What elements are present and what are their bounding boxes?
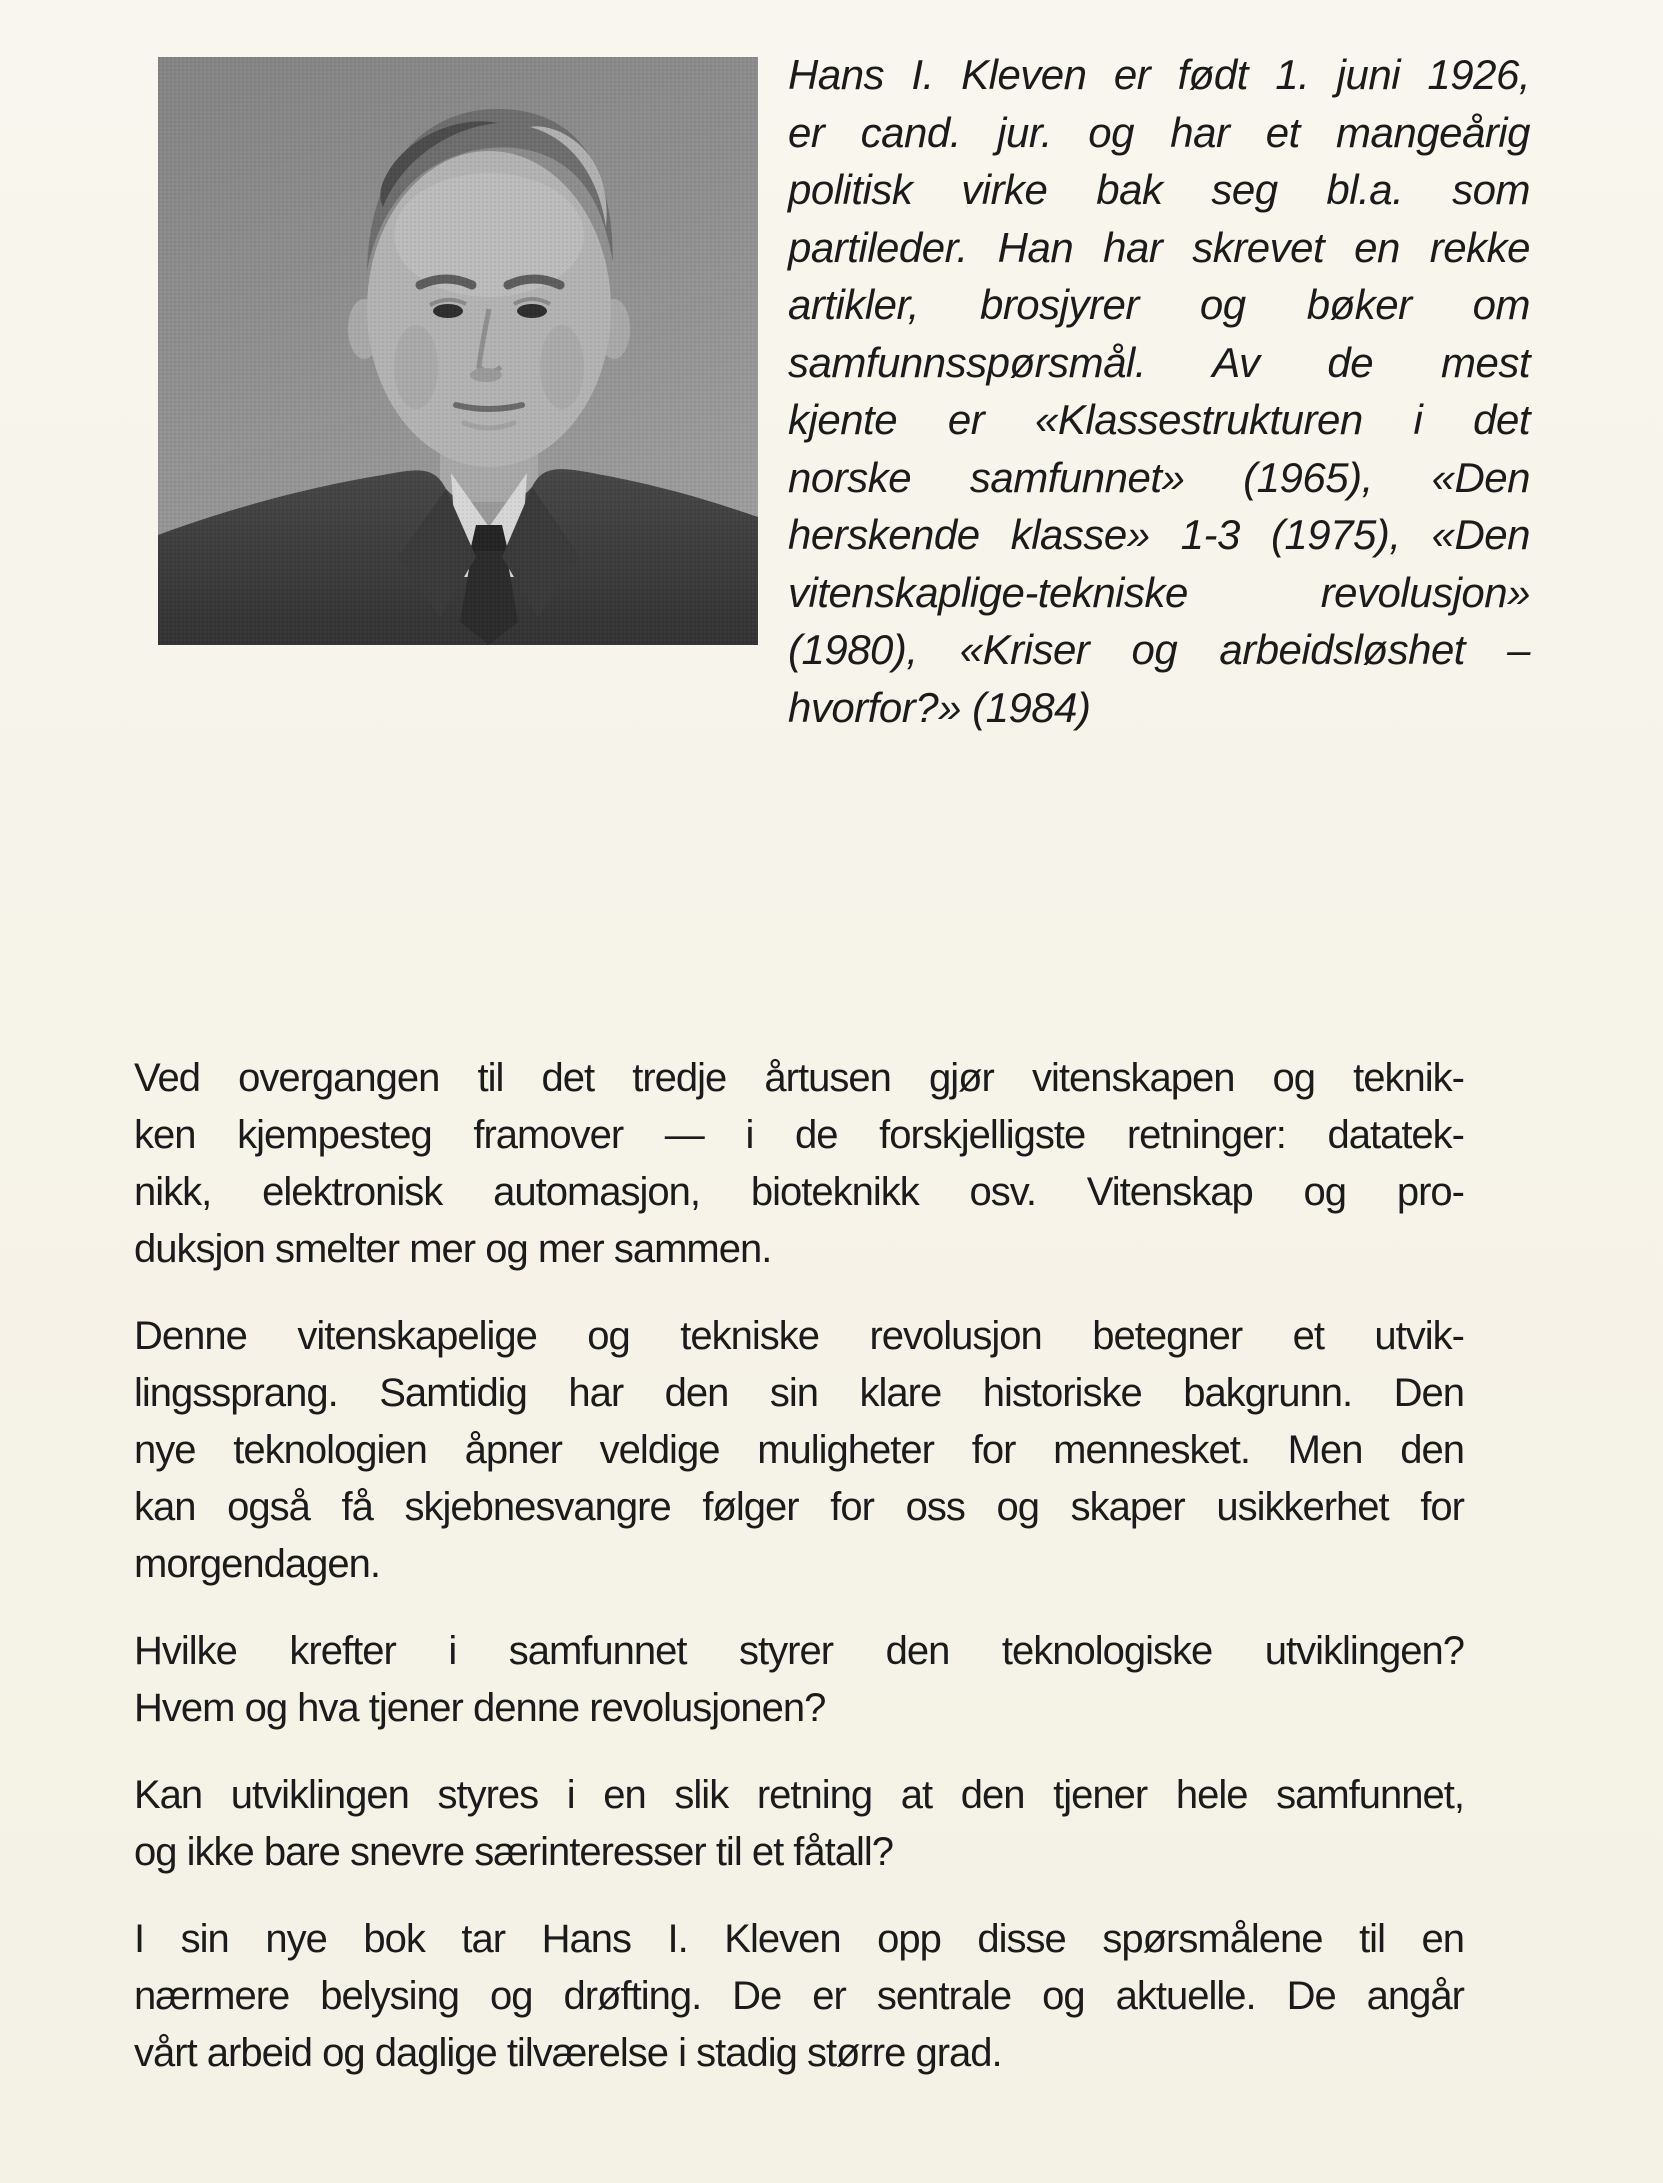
portrait-photo-image	[158, 57, 758, 645]
body-paragraph	[134, 1050, 1464, 1278]
bio-line: partileder. Han har skrevet en rekke	[788, 223, 1530, 271]
bio-line: er cand. jur. og har et mangeårig	[788, 108, 1530, 156]
body-line: Kan utviklingen styres i en slik retning at den tjener hele samfunnet,	[134, 1773, 1464, 1817]
body-line: duksjon smelter mer og mer sammen.	[134, 1227, 772, 1271]
body-paragraph	[134, 1911, 1464, 2082]
body-line: vårt arbeid og daglige tilværelse i stadig større grad.	[134, 2031, 1002, 2075]
body-line: Hvilke krefter i samfunnet styrer den teknologiske utviklingen?	[134, 1629, 1464, 1673]
bio-line: politisk virke bak seg bl.a. som	[788, 166, 1530, 213]
body-line: morgendagen.	[134, 1542, 380, 1586]
bio-line: hvorfor?» (1984)	[788, 683, 1091, 731]
bio-line: norske samfunnet» (1965), «Den	[788, 453, 1530, 501]
body-line: Ved overgangen til det tredje årtusen gjør vitenskapen og teknik-	[134, 1056, 1464, 1100]
bio-line: samfunnsspørsmål. Av de mest	[788, 338, 1530, 386]
bio-line: kjente er «Klassestrukturen i det	[788, 396, 1530, 443]
author-bio	[788, 46, 1530, 736]
body-line: ken kjempesteg framover — i de forskjelligste retninger: datatek-	[134, 1113, 1464, 1157]
cover-text	[134, 1050, 1464, 2112]
body-line: nærmere belysing og drøfting. De er sentrale og aktuelle. De angår	[134, 1974, 1464, 2018]
bio-line: vitenskaplige-tekniske revolusjon»	[788, 568, 1530, 616]
body-line: Hvem og hva tjener denne revolusjonen?	[134, 1686, 826, 1730]
body-line: lingssprang. Samtidig har den sin klare historiske bakgrunn. Den	[134, 1371, 1464, 1415]
body-line: kan også få skjebnesvangre følger for oss og skaper usikkerhet for	[134, 1485, 1464, 1529]
bio-line: artikler, brosjyrer og bøker om	[788, 281, 1530, 328]
body-line: nikk, elektronisk automasjon, bioteknikk osv. Vitenskap og pro-	[134, 1170, 1464, 1214]
body-line: I sin nye bok tar Hans I. Kleven opp disse spørsmålene til en	[134, 1917, 1464, 1961]
body-paragraph	[134, 1308, 1464, 1593]
body-paragraph	[134, 1623, 1464, 1737]
body-paragraph	[134, 1767, 1464, 1881]
bio-line: (1980), «Kriser og arbeidsløshet –	[788, 626, 1530, 673]
bio-line: herskende klasse» 1-3 (1975), «Den	[788, 511, 1530, 558]
bio-line: Hans I. Kleven er født 1. juni 1926,	[788, 51, 1530, 98]
body-line: og ikke bare snevre særinteresser til et fåtall?	[134, 1830, 894, 1874]
body-line: nye teknologien åpner veldige muligheter for mennesket. Men den	[134, 1428, 1464, 1472]
portrait-photo	[158, 57, 758, 645]
body-line: Denne vitenskapelige og tekniske revolusjon betegner et utvik-	[134, 1314, 1464, 1358]
